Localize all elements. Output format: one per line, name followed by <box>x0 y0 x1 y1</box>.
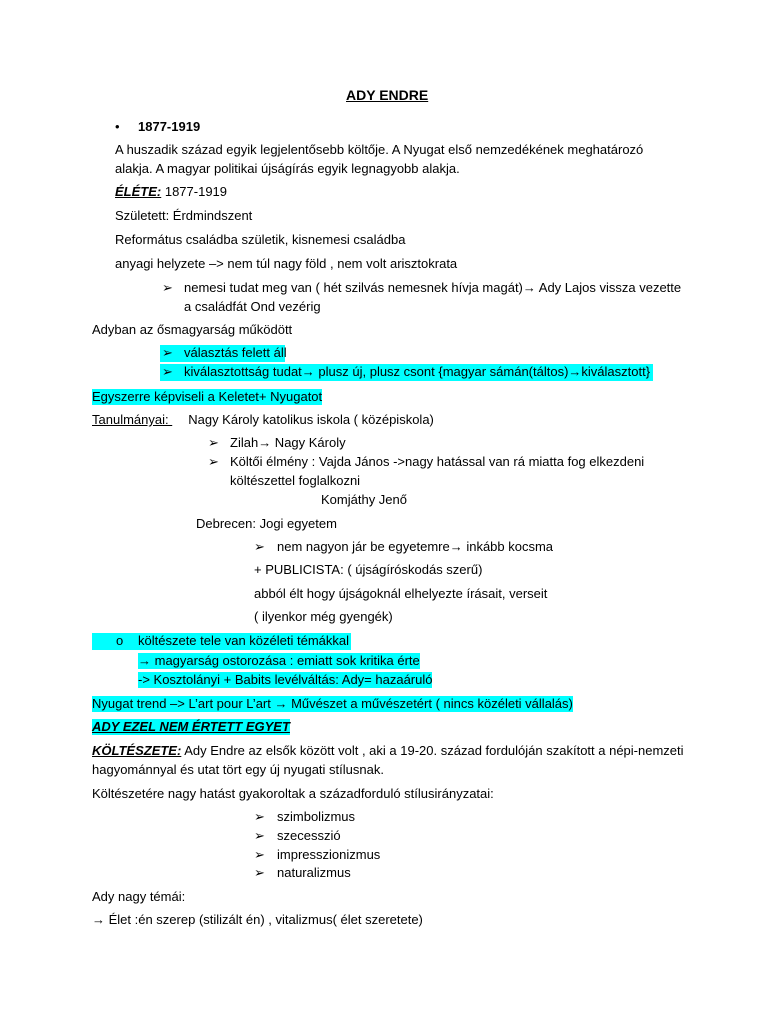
poetic-line-2: költészettel foglalkozni <box>230 473 361 488</box>
poetry-value: Ady Endre az elsők között volt , aki a 19-20. század fordulóján szakított a népi-nemzeti <box>181 743 684 758</box>
right-arrow-icon: → <box>568 364 582 379</box>
studies-label: Tanulmányai: <box>92 412 173 427</box>
right-arrow-icon: → <box>92 912 105 927</box>
intro-line-2: alakja. A magyar politikai újságírás egyik legnagyobb alakja. <box>115 161 460 176</box>
nyugat-trend-line <box>92 696 573 712</box>
chosen-text-b: plusz új, plusz csont {magyar sámán(táltos) <box>314 364 569 379</box>
themes-line: Ady nagy témái: <box>92 889 186 904</box>
noble-text-b: Ady Lajos vissza vezette <box>535 280 682 295</box>
chosen-text-c: kiválasztott} <box>581 364 651 379</box>
poetry-label: KÖLTÉSZETE: <box>92 743 182 758</box>
university-text-b: inkább kocsma <box>462 539 554 554</box>
years-item: 1877-1919 <box>138 119 201 134</box>
chosen-line <box>184 364 650 380</box>
right-arrow-icon: → <box>522 280 536 295</box>
poetry-line-1 <box>92 743 684 759</box>
studies-line <box>92 412 434 428</box>
arrow-bullet-icon: ➢ <box>254 865 265 880</box>
disagree-line: ADY EZEL NEM ÉRTETT EGYET <box>92 719 290 734</box>
noble-line-2: a családfát Ond vezérig <box>184 299 321 314</box>
arrow-bullet-icon: ➢ <box>208 454 219 469</box>
style-impressionism: impresszionizmus <box>277 847 381 862</box>
criticism-line <box>138 653 420 669</box>
studies-value: Nagy Károly katolikus iskola ( középiskola) <box>188 412 434 427</box>
ancient-hungarian-line: Adyban az ősmagyarság működött <box>92 322 293 337</box>
life-line <box>92 912 423 928</box>
arrow-bullet-icon: ➢ <box>254 847 265 862</box>
born-line: Született: Érdmindszent <box>115 208 253 223</box>
style-naturalism: naturalizmus <box>277 865 351 880</box>
letters-line: -> Kosztolányi + Babits levélváltás: Ady= hazaáruló <box>138 672 433 687</box>
arrow-bullet-icon: ➢ <box>162 345 173 360</box>
arrow-bullet-icon: ➢ <box>162 280 173 295</box>
poetic-line-1: Költői élmény : Vajda János ->nagy hatással van rá miatta fog elkezdeni <box>230 454 645 469</box>
elete-line <box>115 184 227 200</box>
weak-line: ( ilyenkor még gyengék) <box>254 609 393 624</box>
noble-line-1 <box>184 280 681 296</box>
arrow-bullet-icon: ➢ <box>162 364 173 379</box>
criticism-text: magyarság ostorozása : emiatt sok kritika érte <box>151 653 420 668</box>
public-themes-line: költészete tele van közéleti témákkal <box>138 633 349 648</box>
right-arrow-icon: → <box>301 364 315 379</box>
right-arrow-icon: → <box>449 539 463 554</box>
influences-line: Költészetére nagy hatást gyakoroltak a századforduló stílusirányzatai: <box>92 786 494 801</box>
page-title: ADY ENDRE <box>346 87 429 103</box>
wealth-line: anyagi helyzete –> nem túl nagy föld , nem volt arisztokrata <box>115 256 458 271</box>
nyugat-text-a: Nyugat trend –> L’art pour L’art <box>92 696 275 711</box>
arrow-bullet-icon: ➢ <box>208 435 219 450</box>
style-secession: szecesszió <box>277 828 341 843</box>
nyugat-text-b: Művészet a művészetért ( nincs közéleti vállalás) <box>287 696 573 711</box>
debrecen-line: Debrecen: Jogi egyetem <box>196 516 337 531</box>
right-arrow-icon: → <box>138 653 151 668</box>
arrow-bullet-icon: ➢ <box>254 828 265 843</box>
zilah-text: Zilah <box>230 435 259 450</box>
noble-text-a: nemesi tudat meg van ( hét szilvás nemesnek hívja magát) <box>184 280 523 295</box>
zilah-school: Nagy Károly <box>271 435 346 450</box>
east-west-line: Egyszerre képviseli a Keletet+ Nyugatot <box>92 389 323 404</box>
life-text: Élet :én szerep (stilizált én) , vitalizmus( élet szeretete) <box>105 912 423 927</box>
style-symbolism: szimbolizmus <box>277 809 356 824</box>
arrow-bullet-icon: ➢ <box>254 539 265 554</box>
university-line <box>277 539 553 555</box>
elete-label: ÉLÉTE: <box>115 184 162 199</box>
publicist-line: + PUBLICISTA: ( újságíróskodás szerű) <box>254 562 483 577</box>
family-line: Református családba születik, kisnemesi családba <box>115 232 406 247</box>
poetry-line-2: hagyománnyal és utat tört egy új nyugati stílusnak. <box>92 762 384 777</box>
intro-line-1: A huszadik század egyik legjelentősebb költője. A Nyugat első nemzedékének meghatározó <box>115 142 644 157</box>
arrow-bullet-icon: ➢ <box>254 809 265 824</box>
newspapers-line: abból élt hogy újságoknál elhelyezte írásait, verseit <box>254 586 548 601</box>
elete-value: 1877-1919 <box>161 184 228 199</box>
university-text-a: nem nagyon jár be egyetemre <box>277 539 450 554</box>
right-arrow-icon: → <box>258 435 272 450</box>
right-arrow-icon: → <box>274 696 288 711</box>
chosen-text-a: kiválasztottság tudat <box>184 364 302 379</box>
komjathy-line: Komjáthy Jenő <box>321 492 407 507</box>
above-choice-line: választás felett áll <box>184 345 287 360</box>
bullet-dot-icon: • <box>115 119 120 134</box>
zilah-line <box>230 435 346 451</box>
circle-bullet-icon: o <box>116 633 124 648</box>
